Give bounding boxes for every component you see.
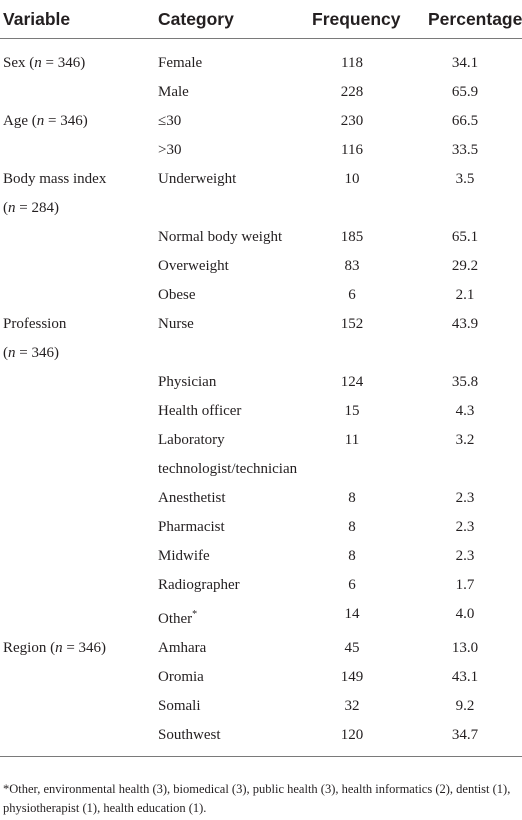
table-row (0, 426, 522, 484)
table-row (0, 692, 522, 721)
table-row (0, 78, 522, 107)
percentage-cell: 34.1 (451, 55, 479, 71)
frequency-cell: 8 (348, 548, 356, 564)
percentage-cell: 2.3 (455, 519, 475, 535)
category-cell: >30 (158, 142, 182, 158)
table-row (0, 663, 522, 692)
table-row (0, 571, 522, 600)
table-row (0, 634, 522, 663)
frequency-cell: 10 (344, 171, 360, 187)
category-cell: Male (158, 84, 189, 100)
percentage-cell: 43.1 (451, 669, 479, 685)
category-cell: Obese (158, 287, 196, 303)
category-cell: Female (158, 55, 203, 71)
percentage-cell: 4.0 (455, 606, 475, 622)
header-percentage: Percentage (416, 0, 522, 39)
category-cell: Pharmacist (158, 519, 225, 535)
percentage-cell: 2.1 (455, 287, 475, 303)
table-row (0, 600, 522, 634)
category-cell: Oromia (158, 669, 204, 685)
footnote-marker: * (192, 609, 198, 620)
frequency-cell: 116 (341, 142, 363, 158)
frequency-cell: 6 (348, 287, 356, 303)
category-cell: Health officer (158, 403, 242, 419)
variable-cell: Age (n = 346) (3, 113, 88, 129)
frequency-cell: 228 (340, 84, 364, 100)
header-category: Category (148, 0, 308, 39)
frequency-cell: 185 (340, 229, 364, 245)
category-cell: Southwest (148, 721, 308, 757)
frequency-cell: 83 (344, 258, 360, 274)
table-row (0, 223, 522, 252)
frequency-cell: 230 (340, 113, 364, 129)
table-footnote: *Other, environmental health (3), biomedical (3), public health (3), health informatics (2), dentist (1), physiotherapist (1), health education (1). (3, 782, 511, 815)
category-cell: Physician (158, 374, 217, 390)
category-cell: Midwife (158, 548, 210, 564)
variable-cell: Region (n = 346) (3, 640, 107, 656)
percentage-cell: 2.3 (455, 490, 475, 506)
table-header-row (0, 0, 522, 39)
percentage-cell: 2.3 (455, 548, 475, 564)
percentage-cell: 1.7 (455, 577, 475, 593)
percentage-cell: 29.2 (451, 258, 479, 274)
table-row (0, 39, 522, 79)
frequency-cell: 152 (340, 316, 364, 332)
table-row (0, 107, 522, 136)
percentage-cell: 65.9 (451, 84, 479, 100)
percentage-cell: 3.5 (455, 171, 475, 187)
category-cell: Underweight (158, 171, 237, 187)
percentage-cell: 13.0 (451, 640, 479, 656)
table-row (0, 721, 522, 757)
table-row (0, 368, 522, 397)
percentage-cell: 66.5 (451, 113, 479, 129)
category-cell: Normal body weight (158, 229, 283, 245)
percentage-cell: 3.2 (455, 432, 475, 448)
variable-cell: Profession (n = 346) (3, 316, 67, 361)
frequency-cell: 15 (344, 403, 360, 419)
table-row (0, 484, 522, 513)
frequency-cell: 11 (344, 432, 360, 448)
variable-cell: Sex (n = 346) (3, 55, 86, 71)
frequency-cell: 149 (340, 669, 364, 685)
frequency-cell: 6 (348, 577, 356, 593)
category-cell: ≤30 (158, 113, 182, 129)
table-row (0, 252, 522, 281)
variable-cell: Body mass index (n = 284) (3, 171, 107, 216)
category-cell: Somali (158, 698, 201, 714)
category-cell: Other* (158, 609, 198, 627)
table-row (0, 310, 522, 368)
percentage-cell: 4.3 (455, 403, 475, 419)
table-row (0, 165, 522, 223)
category-cell: Laboratory technologist/technician (158, 432, 298, 477)
category-cell: Overweight (158, 258, 229, 274)
percentage-cell: 34.7 (416, 721, 522, 757)
table-row (0, 397, 522, 426)
frequency-cell: 14 (344, 606, 360, 622)
table-row (0, 542, 522, 571)
frequency-cell: 120 (308, 721, 416, 757)
percentage-cell: 33.5 (451, 142, 479, 158)
table-row (0, 136, 522, 165)
percentage-cell: 65.1 (451, 229, 479, 245)
frequency-cell: 124 (340, 374, 364, 390)
category-cell: Radiographer (158, 577, 240, 593)
header-variable: Variable (0, 0, 148, 39)
frequency-cell: 8 (348, 490, 356, 506)
category-cell: Anesthetist (158, 490, 226, 506)
header-frequency: Frequency (308, 0, 416, 39)
frequency-cell: 118 (341, 55, 363, 71)
table-row (0, 513, 522, 542)
frequency-cell: 32 (344, 698, 360, 714)
table-row (0, 281, 522, 310)
category-cell: Amhara (158, 640, 207, 656)
frequency-cell: 8 (348, 519, 356, 535)
category-cell: Nurse (158, 316, 194, 332)
frequency-cell: 45 (344, 640, 360, 656)
percentage-cell: 43.9 (451, 316, 479, 332)
percentage-cell: 35.8 (451, 374, 479, 390)
percentage-cell: 9.2 (455, 698, 475, 714)
